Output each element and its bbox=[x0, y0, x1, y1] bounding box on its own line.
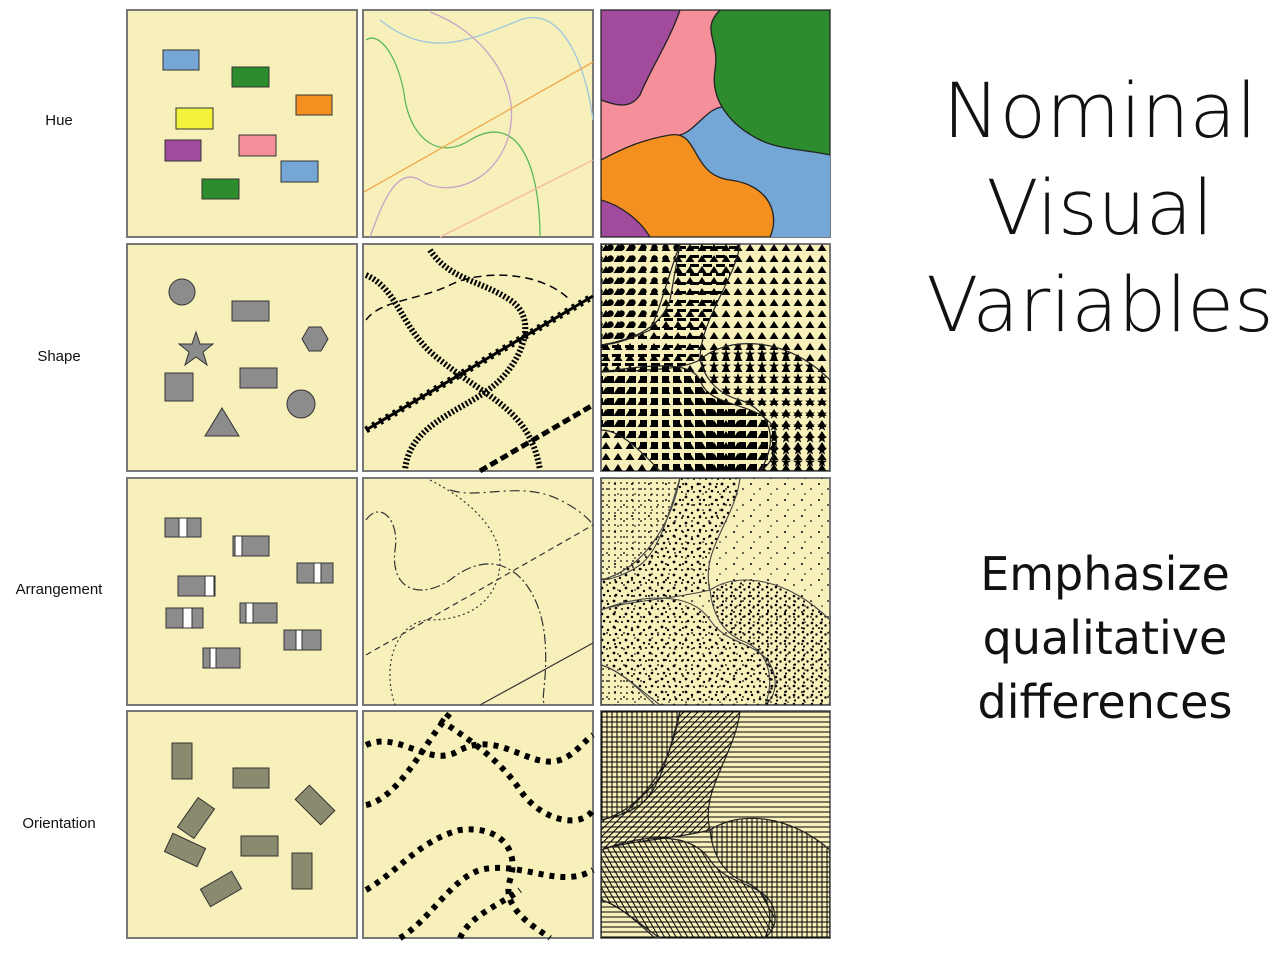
shape-area-panel bbox=[601, 244, 830, 471]
hue-yellow-mark bbox=[176, 108, 213, 129]
title-line-1: Nominal bbox=[942, 66, 1258, 155]
arrangement-mark bbox=[166, 608, 203, 628]
arrangement-mark bbox=[165, 518, 201, 537]
orientation-mark bbox=[233, 768, 269, 788]
title-line-3: Variables bbox=[926, 260, 1274, 349]
hue-blue-mark-2 bbox=[281, 161, 318, 182]
arrangement-mark bbox=[297, 563, 333, 583]
hue-green-mark-2 bbox=[202, 179, 239, 199]
shape-square-mark bbox=[165, 373, 193, 401]
shape-circle-mark bbox=[169, 279, 195, 305]
arrangement-mark bbox=[240, 603, 277, 623]
shape-rect-mark bbox=[232, 301, 269, 321]
shape-circle-mark-2 bbox=[287, 390, 315, 418]
orientation-mark bbox=[292, 853, 312, 889]
orientation-mark bbox=[172, 743, 192, 779]
row-label-arrangement: Arrangement bbox=[15, 581, 103, 598]
arrangement-mark bbox=[178, 576, 215, 596]
slide-subtitle bbox=[930, 542, 1275, 734]
arrangement-area-panel bbox=[601, 478, 830, 705]
row-label-orientation: Orientation bbox=[22, 815, 96, 832]
subtitle-line-2: qualitative bbox=[982, 611, 1228, 665]
hue-purple-mark bbox=[165, 140, 201, 161]
hue-orange-mark bbox=[296, 95, 332, 115]
orientation-area-panel bbox=[601, 711, 830, 938]
hue-green-mark bbox=[232, 67, 269, 87]
hue-blue-mark bbox=[163, 50, 199, 70]
arrangement-mark bbox=[203, 648, 240, 668]
arrangement-mark bbox=[233, 536, 269, 556]
shape-rect-mark-2 bbox=[240, 368, 277, 388]
slide-title bbox=[890, 62, 1275, 353]
subtitle-line-1: Emphasize bbox=[980, 547, 1230, 601]
subtitle-line-3: differences bbox=[977, 675, 1233, 729]
row-label-hue: Hue bbox=[45, 112, 73, 129]
hue-pink-mark bbox=[239, 135, 276, 156]
hue-area-panel bbox=[601, 10, 830, 237]
arrangement-mark bbox=[284, 630, 321, 650]
row-label-shape: Shape bbox=[37, 348, 81, 365]
orientation-mark bbox=[241, 836, 278, 856]
title-line-2: Visual bbox=[986, 163, 1214, 252]
